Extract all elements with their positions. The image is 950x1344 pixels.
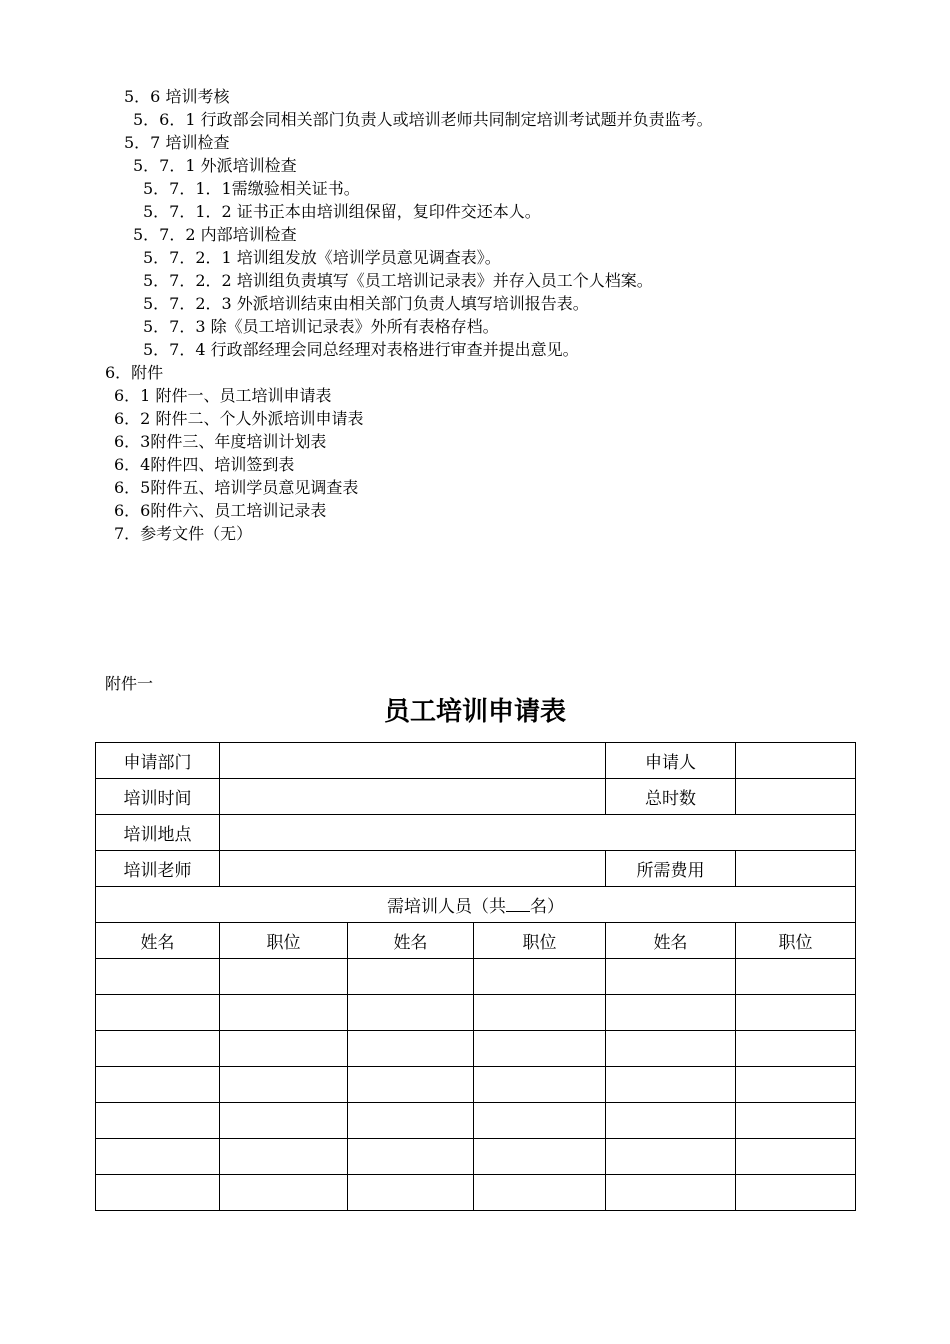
trainee-cell[interactable]	[96, 959, 220, 995]
form-row-time	[96, 779, 856, 815]
section-5-6-1: 5．6．1 行政部会同相关部门负责人或培训老师共同制定培训考试题并负责监考。	[133, 110, 713, 129]
trainees-count-blank[interactable]	[506, 896, 530, 912]
section-6-4: 6．4附件四、培训签到表	[114, 455, 295, 474]
dept-label: 申请部门	[123, 753, 192, 773]
section-5-7-4: 5．7．4 行政部经理会同总经理对表格进行审查并提出意见。	[143, 340, 579, 359]
trainee-cell[interactable]	[220, 1103, 348, 1139]
trainee-cell[interactable]	[474, 1139, 606, 1175]
applicant-label: 申请人	[645, 753, 697, 773]
section-5-7-2-heading: 5．7．2 内部培训检查	[133, 225, 297, 244]
trainee-cell[interactable]	[348, 1103, 474, 1139]
trainee-cell[interactable]	[220, 959, 348, 995]
trainee-cell[interactable]	[736, 1175, 856, 1211]
trainee-cell[interactable]	[736, 1103, 856, 1139]
section-5-7-1-2: 5．7．1．2 证书正本由培训组保留，复印件交还本人。	[143, 202, 541, 221]
trainees-column-headers	[96, 923, 856, 959]
dept-value-cell[interactable]	[220, 743, 606, 779]
trainee-cell[interactable]	[96, 1067, 220, 1103]
trainee-cell[interactable]	[606, 995, 736, 1031]
col-header-position-3: 职位	[736, 923, 856, 959]
trainee-cell[interactable]	[220, 1031, 348, 1067]
trainee-cell[interactable]	[736, 1139, 856, 1175]
section-6-5: 6．5附件五、培训学员意见调查表	[114, 478, 359, 497]
trainee-row	[96, 1103, 856, 1139]
trainee-cell[interactable]	[220, 995, 348, 1031]
trainee-cell[interactable]	[348, 959, 474, 995]
attachment-label: 附件一	[105, 674, 154, 693]
trainee-cell[interactable]	[606, 959, 736, 995]
trainees-suffix: 名）	[530, 897, 564, 917]
hours-label-cell	[606, 779, 736, 815]
hours-label: 总时数	[645, 789, 697, 809]
section-5-7-1-heading: 5．7．1 外派培训检查	[133, 156, 297, 175]
trainee-cell[interactable]	[348, 1139, 474, 1175]
trainee-cell[interactable]	[606, 1067, 736, 1103]
cost-label-cell	[606, 851, 736, 887]
trainee-cell[interactable]	[348, 1175, 474, 1211]
section-5-7-2-3: 5．7．2．3 外派培训结束由相关部门负责人填写培训报告表。	[143, 294, 589, 313]
section-6-6: 6．6附件六、员工培训记录表	[114, 501, 327, 520]
trainee-cell[interactable]	[220, 1139, 348, 1175]
teacher-label: 培训老师	[123, 861, 192, 881]
trainee-cell[interactable]	[96, 1175, 220, 1211]
trainee-cell[interactable]	[474, 1031, 606, 1067]
form-row-location	[96, 815, 856, 851]
cost-value-cell[interactable]	[736, 851, 856, 887]
trainee-cell[interactable]	[736, 1067, 856, 1103]
training-application-form	[95, 742, 856, 1211]
trainee-cell[interactable]	[96, 1031, 220, 1067]
time-label: 培训时间	[123, 789, 192, 809]
trainee-cell[interactable]	[606, 1139, 736, 1175]
section-6-2: 6．2 附件二、个人外派培训申请表	[114, 409, 364, 428]
trainee-row	[96, 1067, 856, 1103]
trainee-row	[96, 959, 856, 995]
time-value-cell[interactable]	[220, 779, 606, 815]
teacher-value-cell[interactable]	[220, 851, 606, 887]
trainee-cell[interactable]	[474, 959, 606, 995]
section-6-1: 6．1 附件一、员工培训申请表	[114, 386, 332, 405]
dept-label-cell	[96, 743, 220, 779]
section-5-7-2-1: 5．7．2．1 培训组发放《培训学员意见调查表》。	[143, 248, 501, 267]
section-5-7-heading: 5．7 培训检查	[124, 133, 230, 152]
trainee-cell[interactable]	[736, 995, 856, 1031]
trainee-row	[96, 1175, 856, 1211]
trainee-cell[interactable]	[96, 1139, 220, 1175]
trainee-cell[interactable]	[220, 1175, 348, 1211]
hours-value-cell[interactable]	[736, 779, 856, 815]
trainee-row	[96, 1139, 856, 1175]
location-label: 培训地点	[123, 825, 192, 845]
location-label-cell	[96, 815, 220, 851]
trainee-cell[interactable]	[474, 1103, 606, 1139]
trainee-cell[interactable]	[736, 1031, 856, 1067]
trainee-cell[interactable]	[348, 995, 474, 1031]
applicant-value-cell[interactable]	[736, 743, 856, 779]
trainee-cell[interactable]	[220, 1067, 348, 1103]
section-5-6-heading: 5．6 培训考核	[124, 87, 230, 106]
trainee-cell[interactable]	[606, 1103, 736, 1139]
trainee-row	[96, 995, 856, 1031]
trainee-cell[interactable]	[96, 1103, 220, 1139]
trainee-cell[interactable]	[348, 1031, 474, 1067]
section-5-7-1-1: 5．7．1．1需缴验相关证书。	[143, 179, 360, 198]
trainee-cell[interactable]	[348, 1067, 474, 1103]
col-header-name-3: 姓名	[606, 923, 736, 959]
col-header-position-2: 职位	[474, 923, 606, 959]
trainee-cell[interactable]	[474, 995, 606, 1031]
section-6-3: 6．3附件三、年度培训计划表	[114, 432, 327, 451]
form-title: 员工培训申请表	[383, 697, 566, 727]
section-7: 7．参考文件（无）	[114, 524, 253, 543]
section-5-7-2-2: 5．7．2．2 培训组负责填写《员工培训记录表》并存入员工个人档案。	[143, 271, 653, 290]
trainee-cell[interactable]	[474, 1067, 606, 1103]
applicant-label-cell	[606, 743, 736, 779]
col-header-name-1: 姓名	[96, 923, 220, 959]
trainee-cell[interactable]	[736, 959, 856, 995]
col-header-position-1: 职位	[220, 923, 348, 959]
cost-label: 所需费用	[636, 861, 705, 881]
section-5-7-3: 5．7．3 除《员工培训记录表》外所有表格存档。	[143, 317, 499, 336]
trainee-cell[interactable]	[606, 1031, 736, 1067]
teacher-label-cell	[96, 851, 220, 887]
time-label-cell	[96, 779, 220, 815]
form-row-teacher	[96, 851, 856, 887]
trainees-heading-cell	[96, 887, 856, 923]
trainee-cell[interactable]	[474, 1175, 606, 1211]
form-row-trainees-heading	[96, 887, 856, 923]
form-row-dept	[96, 743, 856, 779]
trainee-cell[interactable]	[606, 1175, 736, 1211]
trainee-cell[interactable]	[96, 995, 220, 1031]
section-6-heading: 6．附件	[105, 363, 164, 382]
col-header-name-2: 姓名	[348, 923, 474, 959]
trainee-row	[96, 1031, 856, 1067]
location-value-cell[interactable]	[220, 815, 856, 851]
trainees-prefix: 需培训人员（共	[387, 897, 506, 917]
